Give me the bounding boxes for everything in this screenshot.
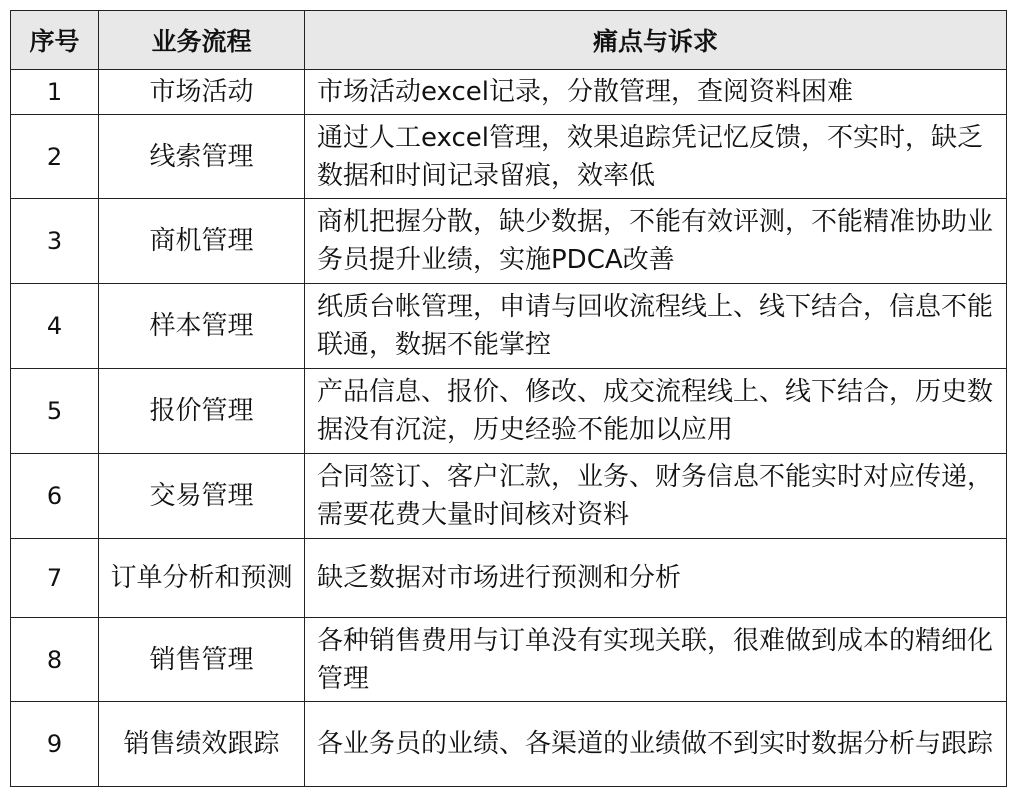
table-row [11, 199, 1007, 284]
row-process: 市场活动 [99, 70, 305, 115]
row-index: 5 [11, 369, 99, 454]
table-row [11, 454, 1007, 539]
pain-points-table [10, 10, 1007, 787]
row-index: 8 [11, 618, 99, 702]
row-process: 销售绩效跟踪 [99, 702, 305, 787]
header-pain-points: 痛点与诉求 [305, 11, 1007, 70]
row-process: 交易管理 [99, 454, 305, 539]
row-pain-points: 各种销售费用与订单没有实现关联，很难做到成本的精细化管理 [305, 618, 1007, 702]
table-header-row [11, 11, 1007, 70]
row-process: 报价管理 [99, 369, 305, 454]
row-index: 3 [11, 199, 99, 284]
table-row [11, 284, 1007, 369]
row-pain-points: 各业务员的业绩、各渠道的业绩做不到实时数据分析与跟踪 [305, 702, 1007, 787]
row-process: 订单分析和预测 [99, 539, 305, 618]
row-process: 销售管理 [99, 618, 305, 702]
row-pain-points: 纸质台帐管理，申请与回收流程线上、线下结合，信息不能联通，数据不能掌控 [305, 284, 1007, 369]
row-index: 4 [11, 284, 99, 369]
table-row [11, 115, 1007, 199]
row-process: 商机管理 [99, 199, 305, 284]
row-pain-points: 商机把握分散，缺少数据，不能有效评测，不能精准协助业务员提升业绩，实施PDCA改善 [305, 199, 1007, 284]
row-index: 2 [11, 115, 99, 199]
row-process: 线索管理 [99, 115, 305, 199]
row-pain-points: 市场活动excel记录，分散管理，查阅资料困难 [305, 70, 1007, 115]
row-index: 1 [11, 70, 99, 115]
row-index: 6 [11, 454, 99, 539]
row-index: 9 [11, 702, 99, 787]
table-row [11, 539, 1007, 618]
row-process: 样本管理 [99, 284, 305, 369]
header-index: 序号 [11, 11, 99, 70]
table-row [11, 70, 1007, 115]
row-pain-points: 合同签订、客户汇款，业务、财务信息不能实时对应传递，需要花费大量时间核对资料 [305, 454, 1007, 539]
table-row [11, 702, 1007, 787]
row-pain-points: 通过人工excel管理，效果追踪凭记忆反馈，不实时，缺乏数据和时间记录留痕，效率低 [305, 115, 1007, 199]
table-row [11, 618, 1007, 702]
header-process: 业务流程 [99, 11, 305, 70]
row-pain-points: 缺乏数据对市场进行预测和分析 [305, 539, 1007, 618]
table-row [11, 369, 1007, 454]
row-pain-points: 产品信息、报价、修改、成交流程线上、线下结合，历史数据没有沉淀，历史经验不能加以应用 [305, 369, 1007, 454]
row-index: 7 [11, 539, 99, 618]
